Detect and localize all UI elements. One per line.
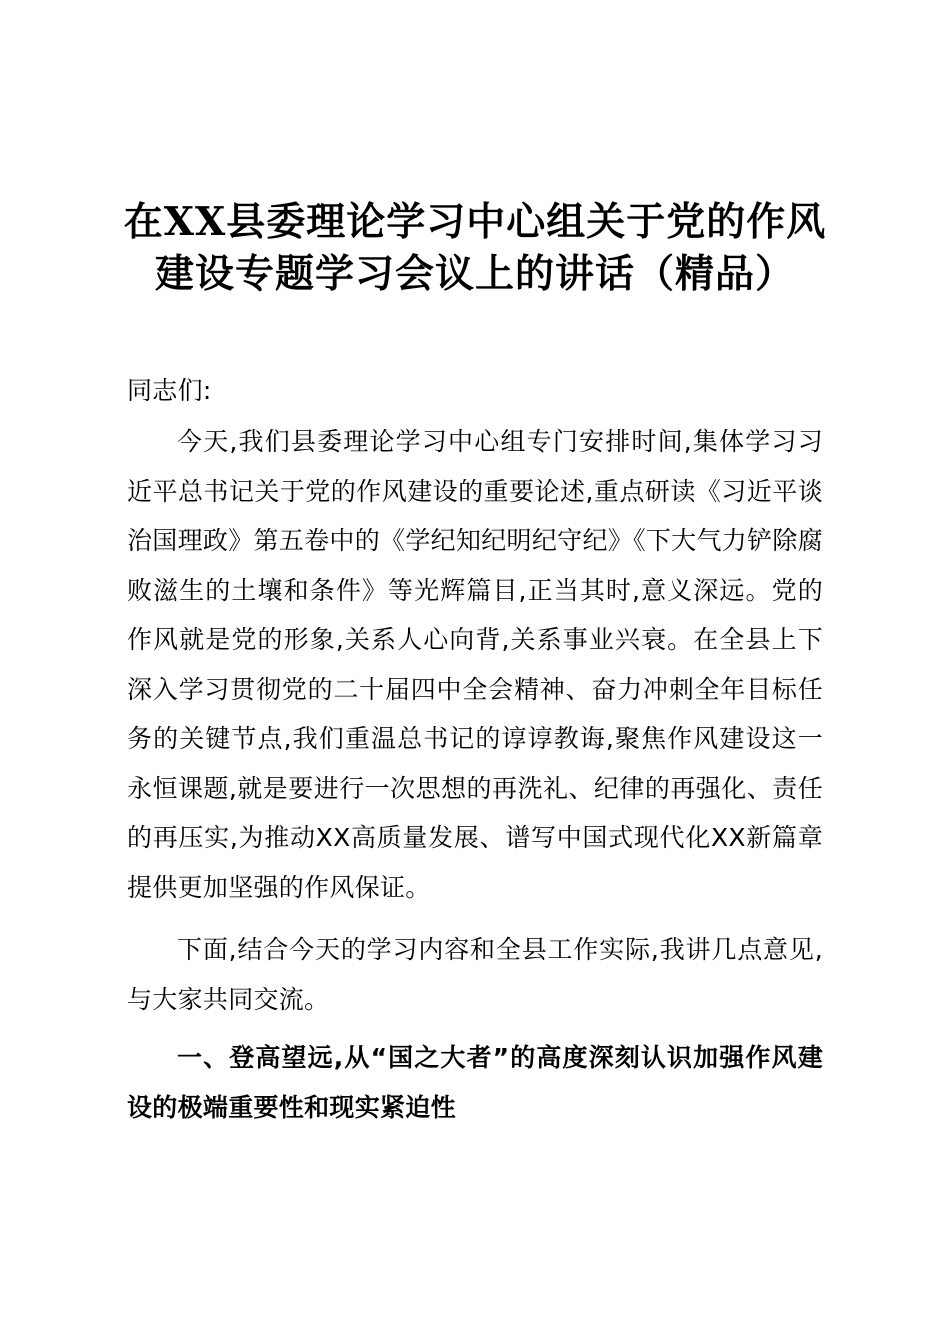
title-line-2: 建设专题学习会议上的讲话（精品） <box>154 251 795 297</box>
paragraph-opening: 今天,我们县委理论学习中心组专门安排时间,集体学习习近平总书记关于党的作风建设的重要论述,重点研读《习近平谈治国理政》第五卷中的《学纪知纪明纪守纪》《下大气力铲除腐败滋生的土壤和条件》等光辉篇目,正当其时,意义深远。党的作风就是党的形象,关系人心向背,关系事业兴衰。在全县上下深入学习贯彻党的二十届四中全会精神、奋力冲刺全年目标任务的关键节点,我们重温总书记的谆谆教诲,聚焦作风建设这一永恒课题,就是要进行一次思想的再洗礼、纪律的再强化、责任的再压实,为推动XX高质量发展、谱写中国式现代化XX新篇章提供更加坚强的作风保证。 <box>127 427 823 902</box>
document-title <box>120 196 830 300</box>
section-heading-1: 一、登高望远,从“国之大者”的高度深刻认识加强作风建设的极端重要性和现实紧迫性 <box>127 1043 823 1122</box>
paragraph-transition: 下面,结合今天的学习内容和全县工作实际,我讲几点意见,与大家共同交流。 <box>127 935 823 1014</box>
title-line-1: 在XX县委理论学习中心组关于党的作风 <box>123 199 827 245</box>
salutation: 同志们: <box>127 376 212 405</box>
